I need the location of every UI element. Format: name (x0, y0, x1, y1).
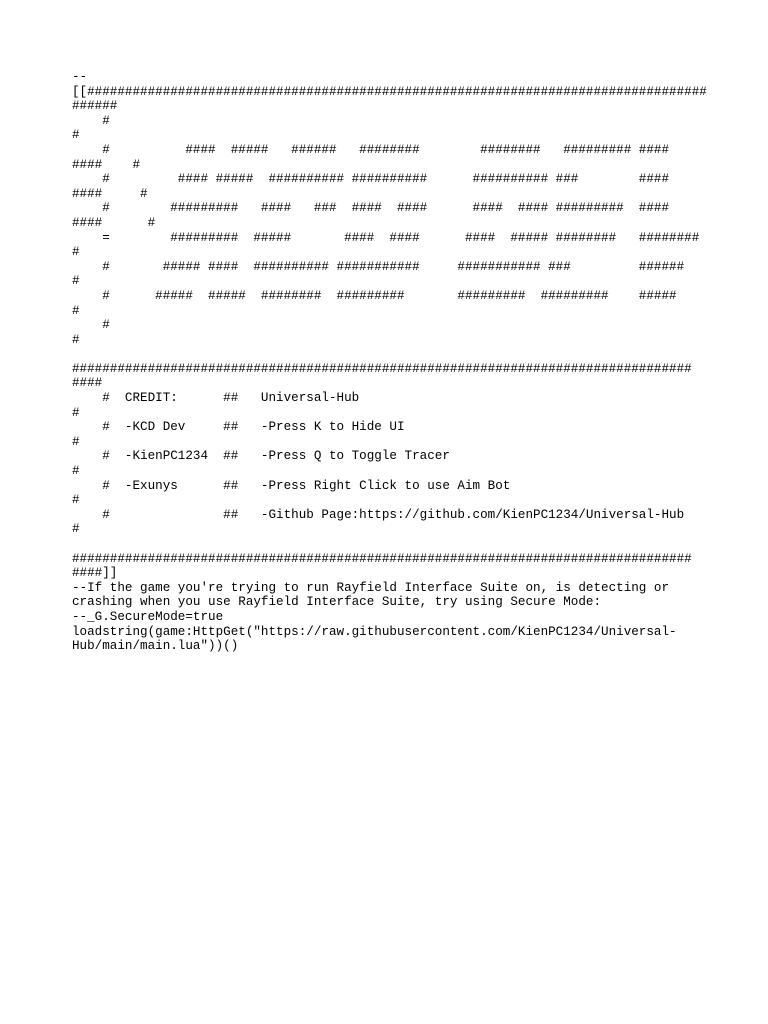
credits-border-bottom: ################################################################################## (72, 551, 692, 566)
comment-open-line: -- (72, 70, 88, 84)
banner-art-row-3: # ######### #### ### #### #### #### #### ######### #### (72, 201, 670, 216)
banner-art-row-2: # #### ##### ########## ########## ########## ### #### (72, 172, 670, 187)
credits-row-github-wrap: # (72, 522, 80, 537)
credits-row-exunys-wrap: # (72, 493, 80, 508)
banner-art-row-3-wrap: #### # (72, 215, 156, 230)
banner-border-top: [[################################################################################## (72, 84, 707, 99)
credits-row-github: # ## -Github Page:https://github.com/KienPC1234/Universal-Hub (72, 507, 685, 522)
banner-art-row-1: # #### ##### ###### ######## ######## ######### #### (72, 142, 670, 157)
comment-close-line: ####]] (72, 566, 118, 581)
credits-row-kienpc: # -KienPC1234 ## -Press Q to Toggle Tracer (72, 449, 450, 464)
secure-mode-note: --If the game you're trying to run Rayfield Interface Suite on, is detecting or (72, 580, 670, 595)
banner-art-row-5: # ##### #### ########## ########### ########### ### ###### (72, 259, 685, 274)
secure-mode-setting: --_G.SecureMode=true (72, 609, 224, 624)
banner-art-row-1-wrap: #### # (72, 157, 141, 172)
spacer-line (72, 347, 712, 362)
banner-blank-row-2-wrap: # (72, 332, 80, 347)
banner-blank-row-2: # (72, 318, 110, 333)
credits-row-kcd-dev: # -KCD Dev ## -Press K to Hide UI (72, 420, 405, 435)
loadstring-call: loadstring(game:HttpGet("https://raw.githubusercontent.com/KienPC1234/Universal- (72, 624, 677, 639)
secure-mode-note-wrap: crashing when you use Rayfield Interface Suite, try using Secure Mode: (72, 595, 602, 610)
banner-art-row-6: # ##### ##### ######## ######### ######### ######### ##### (72, 288, 677, 303)
loadstring-call-wrap: Hub/main/main.lua"))() (72, 639, 239, 654)
script-document (72, 70, 712, 654)
banner-art-row-2-wrap: #### # (72, 186, 148, 201)
credits-border-top: ################################################################################## (72, 361, 692, 376)
credits-border-top-wrap: #### (72, 376, 103, 391)
credits-row-kienpc-wrap: # (72, 464, 80, 479)
banner-art-row-4-wrap: # (72, 245, 80, 260)
banner-art-row-4: = ######### ##### #### #### #### ##### ######## ######## (72, 230, 700, 245)
banner-border-top-wrap: ###### (72, 99, 118, 114)
banner-art-row-6-wrap: # (72, 303, 80, 318)
credits-row-exunys: # -Exunys ## -Press Right Click to use Aim Bot (72, 478, 511, 493)
banner-art-row-5-wrap: # (72, 274, 80, 289)
credits-row-kcd-dev-wrap: # (72, 434, 80, 449)
spacer-line-2 (72, 537, 712, 552)
credits-row-header: # CREDIT: ## Universal-Hub (72, 391, 360, 406)
banner-blank-row-wrap: # (72, 128, 80, 143)
credits-row-header-wrap: # (72, 405, 80, 420)
banner-blank-row: # (72, 113, 110, 128)
